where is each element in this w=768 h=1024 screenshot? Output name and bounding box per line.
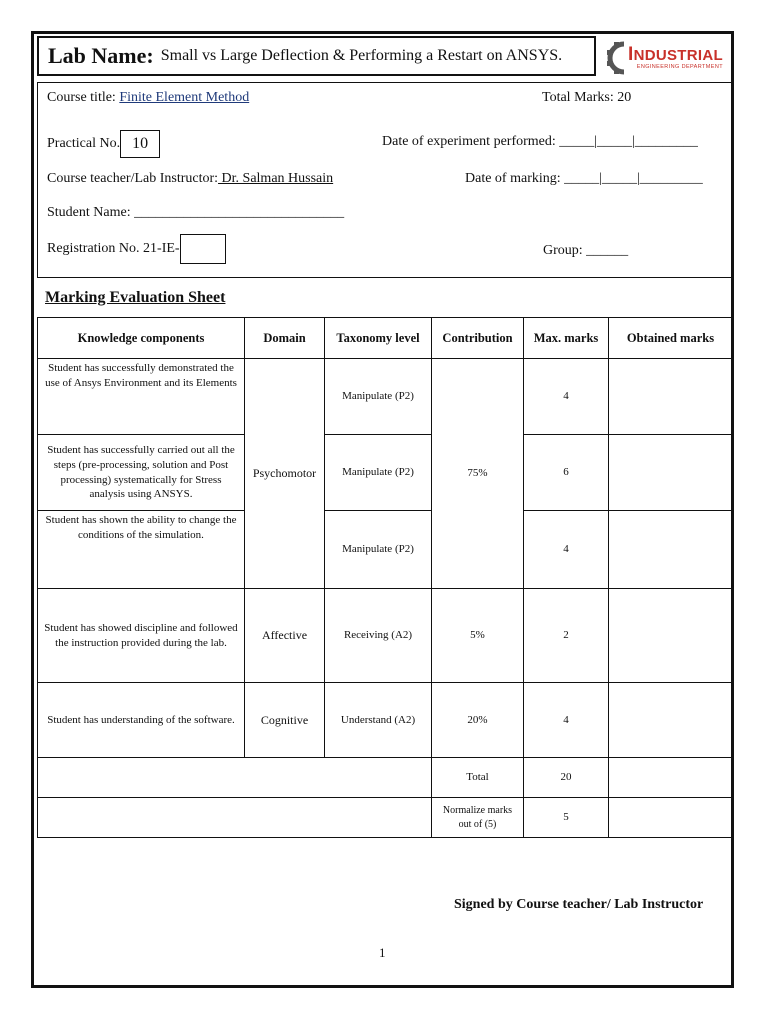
registration-box[interactable] <box>180 234 226 264</box>
knowledge-component: Student has shown the ability to change the conditions of the simulation. <box>38 511 245 589</box>
practical-number-box[interactable]: 10 <box>120 130 160 158</box>
total-obtained-cell[interactable] <box>609 758 733 798</box>
knowledge-component: Student has understanding of the software. <box>38 683 245 758</box>
contribution-cell: 75% <box>432 359 524 589</box>
taxonomy-cell: Receiving (A2) <box>325 589 432 683</box>
obtained-marks-cell[interactable] <box>609 359 733 435</box>
total-value: 20 <box>524 758 609 798</box>
taxonomy-cell: Manipulate (P2) <box>325 511 432 589</box>
lab-name-header <box>37 36 596 76</box>
max-marks-cell: 4 <box>524 359 609 435</box>
table-row <box>38 435 733 511</box>
max-marks-cell: 2 <box>524 589 609 683</box>
course-title: Course title: Finite Element Method <box>47 90 250 105</box>
max-marks-cell: 4 <box>524 683 609 758</box>
practical-number: Practical No. 10 <box>47 130 160 158</box>
group-field[interactable]: Group: ______ <box>543 243 629 258</box>
header-domain: Domain <box>245 318 325 359</box>
header-taxonomy-level: Taxonomy level <box>325 318 432 359</box>
lab-name-label: Lab Name: <box>48 43 154 68</box>
knowledge-component: Student has showed discipline and followed the instruction provided during the lab. <box>38 589 245 683</box>
table-row <box>38 511 733 589</box>
course-teacher: Course teacher/Lab Instructor: Dr. Salman Hussain <box>47 171 334 186</box>
obtained-marks-cell[interactable] <box>609 683 733 758</box>
header-contribution: Contribution <box>432 318 524 359</box>
total-marks: Total Marks: 20 <box>542 90 632 105</box>
contribution-cell: 20% <box>432 683 524 758</box>
normalize-row <box>38 798 733 838</box>
date-performed: Date of experiment performed: _____|_____|_________ <box>382 134 698 149</box>
page-number: 1 <box>379 945 386 960</box>
obtained-marks-cell[interactable] <box>609 435 733 511</box>
table-row <box>38 359 733 435</box>
total-label: Total <box>432 758 524 798</box>
gear-icon <box>606 40 628 76</box>
total-row-blank <box>38 758 432 798</box>
table-row <box>38 589 733 683</box>
logo-wordmark: INDUSTRIAL <box>628 43 723 65</box>
taxonomy-cell: Manipulate (P2) <box>325 435 432 511</box>
department-logo <box>606 36 724 80</box>
knowledge-component: Student has successfully carried out all the steps (pre-processing, solution and Post processing) systematically for Stress analysis using ANSYS. <box>38 435 245 511</box>
taxonomy-cell: Manipulate (P2) <box>325 359 432 435</box>
normalize-obtained-cell[interactable] <box>609 798 733 838</box>
signature-label: Signed by Course teacher/ Lab Instructor <box>454 897 704 912</box>
domain-cell: Affective <box>245 589 325 683</box>
date-of-marking: Date of marking: _____|_____|_________ <box>465 171 703 186</box>
normalize-value: 5 <box>524 798 609 838</box>
course-info-box <box>37 82 732 278</box>
registration-number: Registration No. 21-IE- <box>47 234 226 264</box>
marking-evaluation-table <box>37 317 733 838</box>
max-marks-cell: 4 <box>524 511 609 589</box>
taxonomy-cell: Understand (A2) <box>325 683 432 758</box>
student-name-field[interactable]: Student Name: ______________________________ <box>47 205 345 220</box>
logo-subtitle: ENGINEERING DEPARTMENT <box>636 63 723 70</box>
teacher-name: Dr. Salman Hussain <box>218 171 334 186</box>
knowledge-component: Student has successfully demonstrated the use of Ansys Environment and its Elements <box>38 359 245 435</box>
normalize-label: Normalize marks out of (5) <box>432 798 524 838</box>
header-max-marks: Max. marks <box>524 318 609 359</box>
obtained-marks-cell[interactable] <box>609 589 733 683</box>
contribution-cell: 5% <box>432 589 524 683</box>
header-obtained-marks: Obtained marks <box>609 318 733 359</box>
total-row <box>38 758 733 798</box>
lab-title: Small vs Large Deflection & Performing a Restart on ANSYS. <box>160 47 563 64</box>
obtained-marks-cell[interactable] <box>609 511 733 589</box>
course-title-value: Finite Element Method <box>119 90 250 105</box>
domain-cell: Psychomotor <box>245 359 325 589</box>
table-row <box>38 683 733 758</box>
normalize-row-blank <box>38 798 432 838</box>
marking-sheet-title: Marking Evaluation Sheet <box>45 289 226 306</box>
header-knowledge-components: Knowledge components <box>38 318 245 359</box>
max-marks-cell: 6 <box>524 435 609 511</box>
domain-cell: Cognitive <box>245 683 325 758</box>
table-header-row <box>38 318 733 359</box>
